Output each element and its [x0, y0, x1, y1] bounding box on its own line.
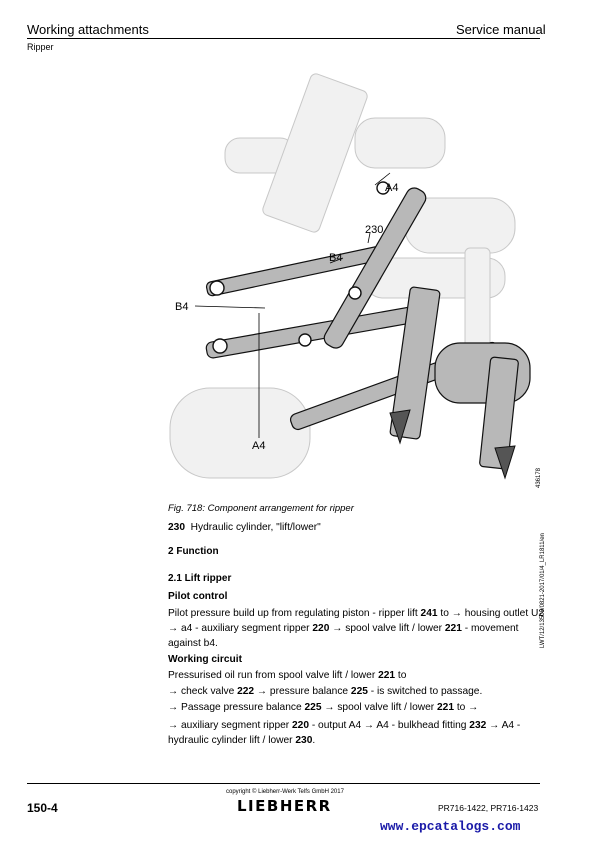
copyright: copyright © Liebherr-Werk Telfs GmbH 2017: [226, 789, 344, 795]
page-number: 150-4: [27, 801, 58, 815]
subsection-heading: 2.1 Lift ripper: [168, 573, 232, 584]
header-divider: [27, 38, 540, 39]
figure-label-a4-top: A4: [385, 182, 399, 194]
section-heading: 2 Function: [168, 546, 219, 557]
watermark: www.epcatalogs.com: [380, 819, 521, 834]
legend-item: [168, 520, 321, 535]
liebherr-logo: LIEBHERR: [237, 797, 332, 815]
working-circuit-heading: Working circuit: [168, 654, 242, 665]
legend-text: Hydraulic cylinder, "lift/lower": [190, 522, 321, 533]
ripper-illustration: [165, 58, 550, 490]
working-circuit-line: Pressurised oil run from spool valve lift / lower 221 to: [168, 670, 407, 681]
header-manual-type: Service manual: [456, 22, 546, 37]
header-section-title: Working attachments: [27, 22, 149, 37]
figure-label-b4-left: B4: [175, 301, 189, 313]
working-circuit-line: → Passage pressure balance 225 → spool valve lift / lower 221 to →: [168, 702, 479, 713]
pilot-control-paragraph: Pilot pressure build up from regulating piston - ripper lift 241 to → housing outlet U2 → a4 - auxiliary segment ripper 220 → spool valve lift / lower 221 - movement against b4.: [168, 608, 545, 649]
figure-id: 436178: [536, 467, 542, 488]
header-subsection: Ripper: [27, 42, 54, 52]
figure-label-b4-right: B4: [329, 252, 343, 264]
figure-caption: Fig. 718: Component arrangement for ripper: [168, 503, 354, 514]
figure-label-a4-bottom: A4: [252, 440, 266, 452]
working-circuit-line: → check valve 222 → pressure balance 225 - is switched to passage.: [168, 686, 483, 697]
figure-label-230: 230: [365, 224, 384, 236]
document-code: LWT/12/13505/0821-2017/01/4_LR1811/en: [540, 533, 546, 648]
footer-divider: [27, 783, 540, 784]
legend-number: 230: [168, 522, 185, 533]
pilot-control-heading: Pilot control: [168, 591, 228, 602]
working-circuit-line: → auxiliary segment ripper 220 - output A4 → A4 - bulkhead fitting 232 → A4 - hydraulic cylinder lift / lower 230.: [168, 720, 521, 746]
model-numbers: PR716-1422, PR716-1423: [438, 803, 539, 813]
